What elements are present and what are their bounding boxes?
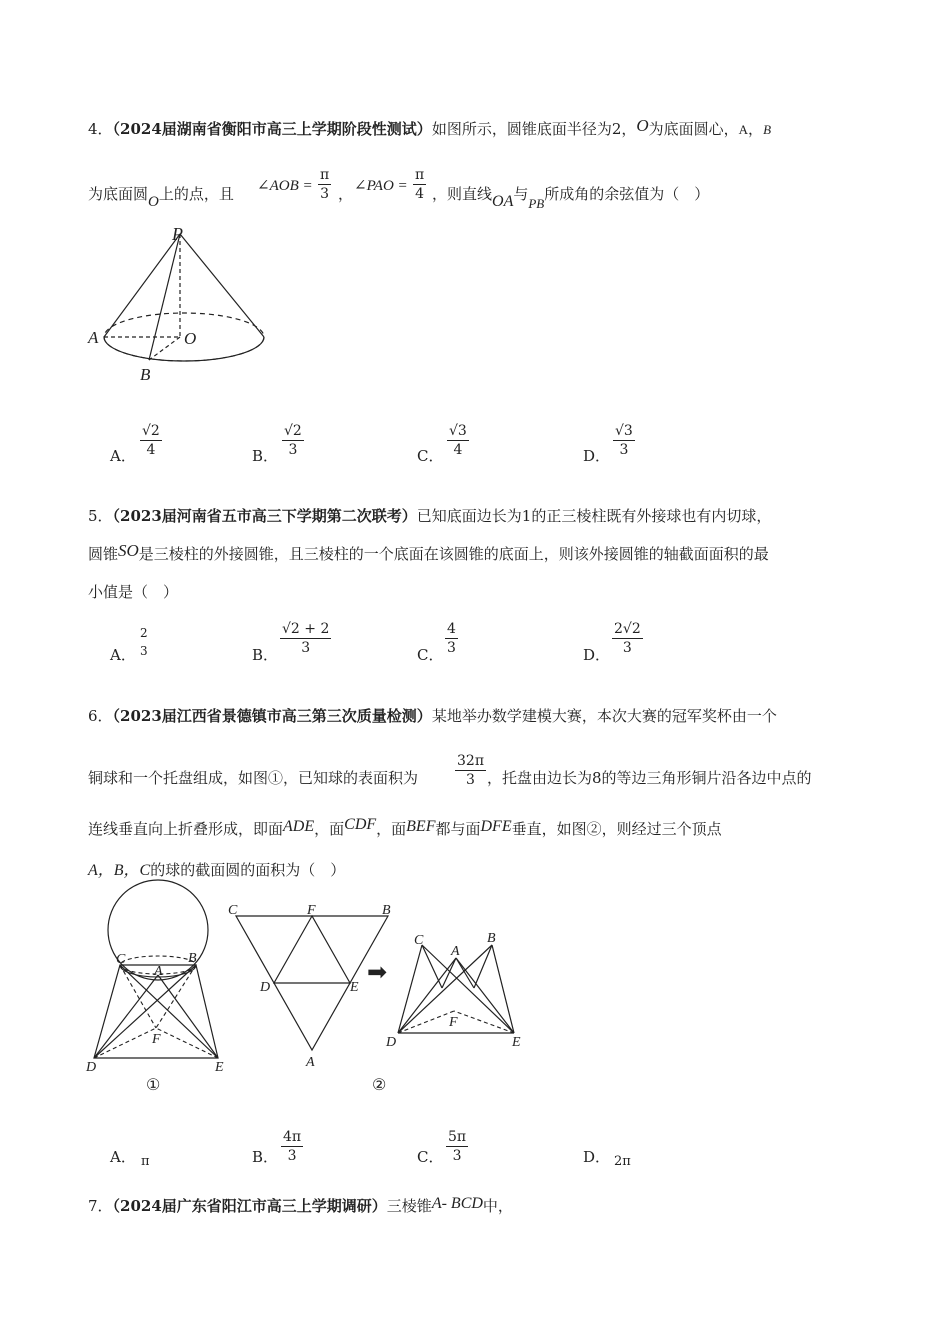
q6-fig3-label-a: A [451, 944, 460, 959]
q4-frac-pi-3 [318, 166, 331, 203]
q4-source: （2024届湖南省衡阳市高三上学期阶段性测试） [112, 120, 432, 138]
q6-fig1-label-f: F [152, 1032, 161, 1047]
q5-source: （2023届河南省五市高三下学期第二次联考） [112, 507, 417, 525]
q6-fig1-label-b: B [188, 951, 197, 966]
q6-fig2-label-f: F [307, 903, 316, 918]
q6-line1 [88, 705, 777, 726]
q5-option-c[interactable] [417, 644, 443, 665]
frac-den: 3 [282, 440, 304, 459]
q7-source: （2024届广东省阳江市高三上学期调研） [112, 1197, 387, 1215]
q4-frac-num: π [415, 167, 425, 183]
q5-option-a[interactable] [110, 644, 136, 665]
frac-num: 5π [448, 1129, 467, 1145]
frac-num: √3 [615, 423, 633, 439]
frac-den: 3 [447, 640, 456, 656]
q6-fig2-label-c: C [228, 903, 238, 918]
option-label: A． [110, 1148, 136, 1166]
q6-fig1-label-e: E [215, 1060, 224, 1075]
q4-var-b: B [763, 122, 772, 137]
frac-num: √2 [142, 423, 160, 439]
q6-fig1-label-c: C [116, 952, 126, 967]
frac-den: 3 [446, 1146, 468, 1165]
q7-line1 [88, 1195, 513, 1216]
frac-num: √3 [449, 423, 467, 439]
frac-num: 2 [140, 626, 148, 640]
q4-text: ， [748, 120, 764, 138]
q6-fig2-label-d: D [260, 980, 271, 995]
q6-option-a[interactable] [110, 1146, 136, 1167]
q5-option-a-frac [138, 624, 150, 660]
frac-den: 4 [447, 440, 469, 459]
q5-option-d-frac [612, 620, 643, 657]
q6-var-ade: ADE [283, 818, 315, 835]
q5-line2 [88, 543, 769, 564]
q6-frac-32pi-3 [455, 752, 486, 789]
q4-var-pb: PB [528, 196, 545, 211]
q6-text: ，托盘由边长为8的等边三角形铜片沿各边中点的 [487, 769, 812, 787]
q6-fig3-label-f: F [449, 1015, 458, 1030]
q7-text: 中， [482, 1197, 513, 1215]
option-label: B． [252, 447, 279, 465]
q6-text: ，面 [314, 820, 345, 838]
q4-var-o: O [636, 116, 649, 135]
frac-den: 3 [612, 638, 643, 657]
q4-option-c[interactable] [417, 445, 443, 466]
q4-frac-den: 4 [413, 184, 426, 203]
q6-source: （2023届江西省景德镇市高三第三次质量检测） [112, 707, 432, 725]
q4-fig-label-a: A [88, 328, 99, 347]
q5-option-b[interactable] [252, 644, 278, 665]
q6-text: 铜球和一个托盘组成，如图①，已知球的表面积为 [88, 769, 419, 787]
q5-line3 [88, 581, 178, 602]
q5-text: 已知底面边长为1的正三棱柱既有外接球也有内切球， [416, 507, 772, 525]
q4-option-a-frac [140, 422, 162, 459]
q4-var-o: O [148, 194, 159, 210]
q4-option-b[interactable] [252, 445, 278, 466]
q5-option-d[interactable] [583, 644, 610, 665]
frac-den: 3 [281, 1146, 303, 1165]
q5-option-c-frac [445, 620, 458, 657]
frac-num: 4 [447, 621, 456, 637]
q4-var-a: A [738, 122, 749, 137]
frac-num: 2√2 [614, 621, 641, 637]
option-label: C． [417, 447, 444, 465]
frac-den: 3 [140, 644, 148, 658]
q6-text: 的球的截面圆的面积为（ ） [150, 861, 346, 879]
q4-fig-label-b: B [140, 365, 151, 384]
option-label: B． [252, 1148, 279, 1166]
q4-fig-label-p: P [172, 224, 183, 244]
frac-num: √2 + 2 [282, 621, 330, 637]
q6-fig2-label-b: B [382, 903, 391, 918]
q4-angle-pao: ∠PAO = [354, 178, 408, 194]
q6-text: 某地举办数学建模大赛，本次大赛的冠军奖杯由一个 [431, 707, 777, 725]
q6-fig1-caption: ① [146, 1077, 161, 1094]
q6-fig3-label-e: E [512, 1035, 521, 1050]
q6-line3 [88, 818, 722, 839]
q6-line2-b [487, 767, 812, 788]
q4-option-b-frac [282, 422, 304, 459]
option-label: D． [583, 447, 611, 465]
q6-fig3-label-d: D [386, 1035, 397, 1050]
q5-text: 圆锥 [88, 545, 119, 563]
q6-fig2-label-a: A [306, 1055, 315, 1070]
q4-frac-pi-4 [413, 166, 426, 203]
q4-line1 [88, 118, 771, 139]
option-label: D． [583, 646, 611, 664]
q6-option-d[interactable] [583, 1146, 610, 1167]
frac-den: 3 [280, 638, 331, 657]
q6-line4 [88, 857, 345, 880]
q5-text: 小值是（ ） [88, 583, 179, 601]
q6-text: ，面 [376, 820, 407, 838]
q5-number: 5． [88, 507, 113, 525]
q6-var-bef: BEF [406, 818, 436, 835]
q6-figure-1 [82, 885, 242, 1095]
q4-text: 为底面圆心， [648, 120, 739, 138]
q4-option-a[interactable] [110, 445, 136, 466]
q7-text: 三棱锥 [386, 1197, 432, 1215]
q6-var-abc: A，B，C [88, 862, 151, 879]
q6-text: 垂直，如图②，则经过三个顶点 [511, 820, 722, 838]
q4-text: 所成角的余弦值为（ ） [544, 185, 710, 203]
q6-fig3-label-c: C [414, 933, 424, 948]
q6-option-c[interactable] [417, 1146, 443, 1167]
q4-text: 上的点，且 [158, 185, 234, 203]
q6-option-c-frac [446, 1128, 468, 1165]
q5-var-so: SO [118, 541, 139, 560]
q4-option-d[interactable] [583, 445, 610, 466]
q6-number: 6． [88, 707, 113, 725]
q6-fig2-caption: ② [372, 1077, 387, 1094]
frac-num: 4π [283, 1129, 302, 1145]
q6-fig1-label-d: D [86, 1060, 97, 1075]
q4-option-c-frac [447, 422, 469, 459]
q6-arrow-icon: ➡ [367, 958, 388, 986]
q6-var-cdf: CDF [344, 816, 377, 833]
q5-text: 是三棱柱的外接圆锥，且三棱柱的一个底面在该圆锥的底面上，则该外接圆锥的轴截面面积的最 [138, 545, 769, 563]
frac-den: 3 [455, 770, 486, 789]
frac-num: √2 [284, 423, 302, 439]
q4-var-oa: OA [492, 193, 514, 210]
option-label: C． [417, 1148, 444, 1166]
q6-option-a-value: π [141, 1154, 150, 1169]
q4-cone-figure [80, 222, 280, 392]
q5-option-b-frac [280, 620, 331, 657]
q4-text: 为底面圆 [88, 185, 149, 203]
q5-line1 [88, 505, 771, 526]
q4-sep: ， [338, 185, 354, 203]
q6-option-b[interactable] [252, 1146, 278, 1167]
q4-text: ，则直线 [432, 185, 493, 203]
frac-den: 3 [613, 440, 635, 459]
q6-option-b-frac [281, 1128, 303, 1165]
q4-number: 4． [88, 120, 113, 138]
q6-figure-2 [226, 900, 396, 1094]
q6-fig3-label-b: B [487, 931, 496, 946]
q4-text: 如图所示，圆锥底面半径为2， [431, 120, 637, 138]
option-label: D． [583, 1148, 611, 1166]
q4-angle-aob: ∠AOB = [257, 178, 313, 194]
q7-var-abcd: A- BCD [431, 1195, 483, 1212]
q6-text: 都与面 [435, 820, 481, 838]
q6-text: 连线垂直向上折叠形成，即面 [88, 820, 284, 838]
q4-frac-num: π [320, 167, 330, 183]
q4-text: 与 [513, 185, 529, 203]
q6-line2-a [88, 767, 418, 788]
q6-fig2-label-e: E [350, 980, 359, 995]
q6-fig1-label-a: A [154, 964, 163, 979]
q4-line2-b [432, 183, 710, 211]
option-label: C． [417, 646, 444, 664]
frac-num: 32π [457, 753, 485, 769]
q4-line2-a [88, 183, 234, 210]
option-label: B． [252, 646, 279, 664]
frac-den: 4 [140, 440, 162, 459]
q6-var-dfe: DFE [480, 818, 512, 835]
q4-fig-label-o: O [184, 329, 197, 348]
q7-number: 7． [88, 1197, 113, 1215]
option-label: A． [110, 646, 136, 664]
q6-figure-3 [382, 928, 532, 1048]
q4-frac-den: 3 [318, 184, 331, 203]
q6-option-d-value: 2π [614, 1154, 631, 1169]
option-label: A． [110, 447, 136, 465]
q4-option-d-frac [613, 422, 635, 459]
